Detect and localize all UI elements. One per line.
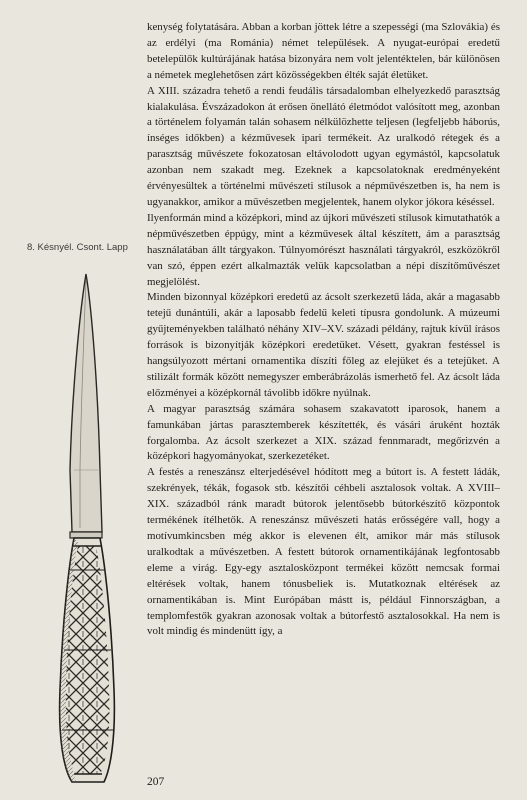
paragraph: Ilyenformán mind a középkori, mind az újkori művészeti stílusok kimutathatók a népművészetben éppúgy, mint a kézművesek által készített, ám a parasztság használatában állt tárgyakon. Túlnyomórészt használati tárgyakról, eszközökről van szó, éppen ezért alkalmazták velük kapcsolatban a népi díszítőművészet megjelölést.	[147, 211, 500, 288]
paragraph: Minden bizonnyal középkori eredetű az ácsolt szerkezetű láda, akár a magasabb tetejű dunántúli, akár a laposabb fedelű keleti típusra gondolunk. A múzeumi gyűjteményekben található néhány XIV–XV. századi példány, rajtuk kívül írásos források is bizonyítják középkori eredetüket. Vésett, gyakran festéssel is hangsúlyozott mértani ornamentika díszíti főleg az elejüket és a tetejüket. A stilizált formák között nemegyszer emberábrázolás ismerhető fel. Az ácsolt láda előzményei a középkornál távolibb időkre nyúlnak.	[147, 291, 500, 399]
page-number: 207	[147, 776, 165, 788]
paragraph: A XIII. századra tehető a rendi feudális társadalomban elhelyezkedő parasztság kialakulása. Évszázadokon át erősen önellátó életmódot valósított meg, azonban a történelem folyamán talán sohasem nélkülözhette teljesen (legfeljebb háborús, ínséges időkben) a kézművesek ipari termékeit. Az uralkodó rétegek és a parasztság művészete fokozatosan eltávolodott ugyan egymástól, kapcsolatuk azonban nem szakadt meg. Ezeknek a kapcsolatoknak eredményeként érvényesültek a történelmi művészeti stílusok a népművészetben is, ha nem is ugyanakkor, amikor a művészetben megjelentek, hanem olykor jókora késéssel.	[147, 84, 500, 208]
paragraph: A magyar parasztság számára sohasem szakavatott iparosok, hanem a famunkában jártas parasztemberek készítették, és vásári áruként hozták forgalomba. Az ácsolt szerkezet a XIX. század fennmaradt, megőrizvén a középkori hagyományokat, szerkezetéket.	[147, 402, 500, 463]
knife-blade	[70, 274, 102, 532]
knife-handle-illustration	[34, 270, 134, 790]
paragraph: A festés a reneszánsz elterjedésével hódított meg a bútort is. A festett ládák, szekrények, tékák, fogasok stb. készítői céhbeli asztalosok voltak. A XVIII–XIX. századból ránk maradt bútorok jelentősebb bútorkészítő központok termékének ítélhetők. A reneszánsz művészeti hatás erősségére vall, hogy a motívumkincsben még akkor is elevenen élt, amikor már más stílusok uralkodtak a művészetben. A festett bútorok ornamentikájának legfontosabb eleme a virág. Egy-egy asztalosközpont termékei között nemcsak formai eltérések voltak, hanem tónusbeliek is. Mutatkoznak eltérések az ornamentikában is. Mint Európában mástt is, például Finnországban, a templomfestők gyakran azonosak voltak a bútorfestő asztalosokkal. Ha nem is volt mindig és mindenütt így, a	[147, 466, 500, 638]
figure-caption: 8. Késnyél. Csont. Lapp	[27, 242, 128, 253]
paragraph: kenység folytatására. Abban a korban jöttek létre a szepességi (ma Szlovákia) és az erdélyi (ma Románia) német települések. A nyugat-európai eredetű betelepülők kultúrájának hatása bizonyára nem volt jelentéktelen, bár különösen a németek meglehetősen zárt közösségekben élték saját életüket.	[147, 21, 500, 81]
body-text	[147, 20, 500, 640]
